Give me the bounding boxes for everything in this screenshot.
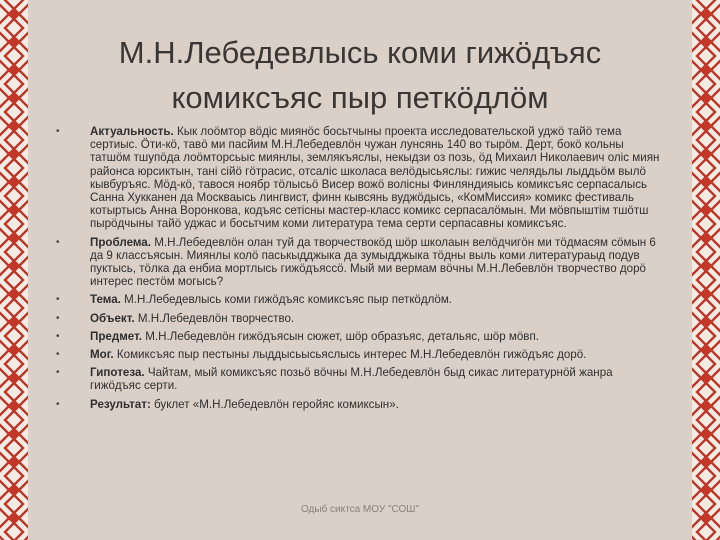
bullet-list [56,125,666,416]
bullet-icon: • [56,398,60,410]
item-text: М.Н.Лебедевлысь коми гижӧдъяс комиксъяс пыр петкӧдлӧм. [120,293,453,307]
item-label: Актуальность. [90,125,174,138]
item-label: Объект. [90,311,135,325]
item-text: М.Н.Лебедевлӧн гижӧдъясын сюжет, шӧр образъяс, детальяс, шӧр мӧвп. [141,329,539,343]
title-line-2: комиксъяс пыр петкӧдлӧм [171,80,549,115]
ornament-border-right [692,0,720,540]
slide-footer: Одыб сиктса МОУ "СОШ" [300,504,420,515]
item-label: Тема. [90,293,121,307]
bullet-icon: • [56,367,60,379]
item-text: М.Н.Лебедевлӧн творчество. [134,311,295,325]
item-text: буклет «М.Н.Лебедевлӧн геройяс комиксын». [150,397,399,411]
item-label: Гипотеза. [90,366,145,380]
list-item-topic [56,293,666,306]
bullet-icon: • [56,349,60,361]
bullet-icon: • [56,312,60,324]
item-text: М.Н.Лебедевлӧн олан туй да творчествокӧд шӧр школаын велӧдчигӧн ми тӧдмасям сӧмын 6 да 9 классъясын. Миянлы колӧ паськыдджыка да зумыдджыка тӧдны выль коми литератураыд подув пуктысь, тӧлка да енбиа мортлысь гижӧдъяссӧ. Мый ми вермам вӧчны М.Н.Лебевлӧн творчество дорӧ интерес пестӧм могысь? [90,235,656,289]
ornament-border-left [0,0,28,540]
bullet-icon: • [56,330,60,342]
slide-title [40,30,680,120]
list-item-problem [56,236,666,289]
item-label: Предмет. [90,329,142,343]
list-item-goal [56,348,666,361]
bullet-icon: • [56,236,60,248]
bullet-icon: • [56,294,60,306]
list-item-object [56,312,666,325]
item-text: Чайтам, мый комиксъяс позьӧ вӧчны М.Н.Лебедевлӧн быд сикас литературнӧй жанра гижӧдъяс серти. [90,366,613,393]
item-label: Проблема. [90,235,151,249]
item-text: Кык лоӧмтор вӧдіс миянӧс босьтчыны проекта исследовательской уджӧ тайӧ тема сертиыс. Ӧти-кӧ, тавӧ ми пасйим М.Н.Лебедевлӧн чужан лунсянь 140 во тырӧм. Дерт, бокӧ кольны татшӧм тшупӧда лоӧмторсьыс миянлы, землякъяслы, некыдзи оз позь, ӧд Михаил Николаевич оліс миян районса юрсиктын, тані сійӧ гӧтрасис, отсаліс школаса велӧдысьяслы: гижис челядьлы лыддьӧм вылӧ кывбуръяс. Мӧд-кӧ, тавося ноябр тӧлысьӧ Висер вожӧ волісны Финляндияысь комиксъяс серпасалысь Санна Хукканен да Москваысь лингвист, финн кывсянь вуджӧдысь, «КомМиссия» комикс фестиваль котыртысь Анна Воронкова, кодъяс сетісны мастер-класс комикс серпасалӧмын. Ми мӧвпыштім тшӧтш пырӧдчыны тайӧ уджас и босьтчим коми литература тема серти серпасавны комиксъяс. [90,125,660,231]
item-label: Мог. [90,348,114,362]
list-item-result [56,398,666,411]
bullet-icon: • [56,126,60,137]
list-item-subject [56,330,666,343]
list-item-hypothesis [56,366,666,392]
title-line-1: М.Н.Лебедевлысь коми гижӧдъяс [118,35,602,70]
list-item-actuality [56,125,666,231]
item-label: Результат: [90,397,151,411]
item-text: Комиксъяс пыр пестыны лыддысьысьяслысь интерес М.Н.Лебедевлӧн гижӧдъяс дорӧ. [113,348,587,362]
